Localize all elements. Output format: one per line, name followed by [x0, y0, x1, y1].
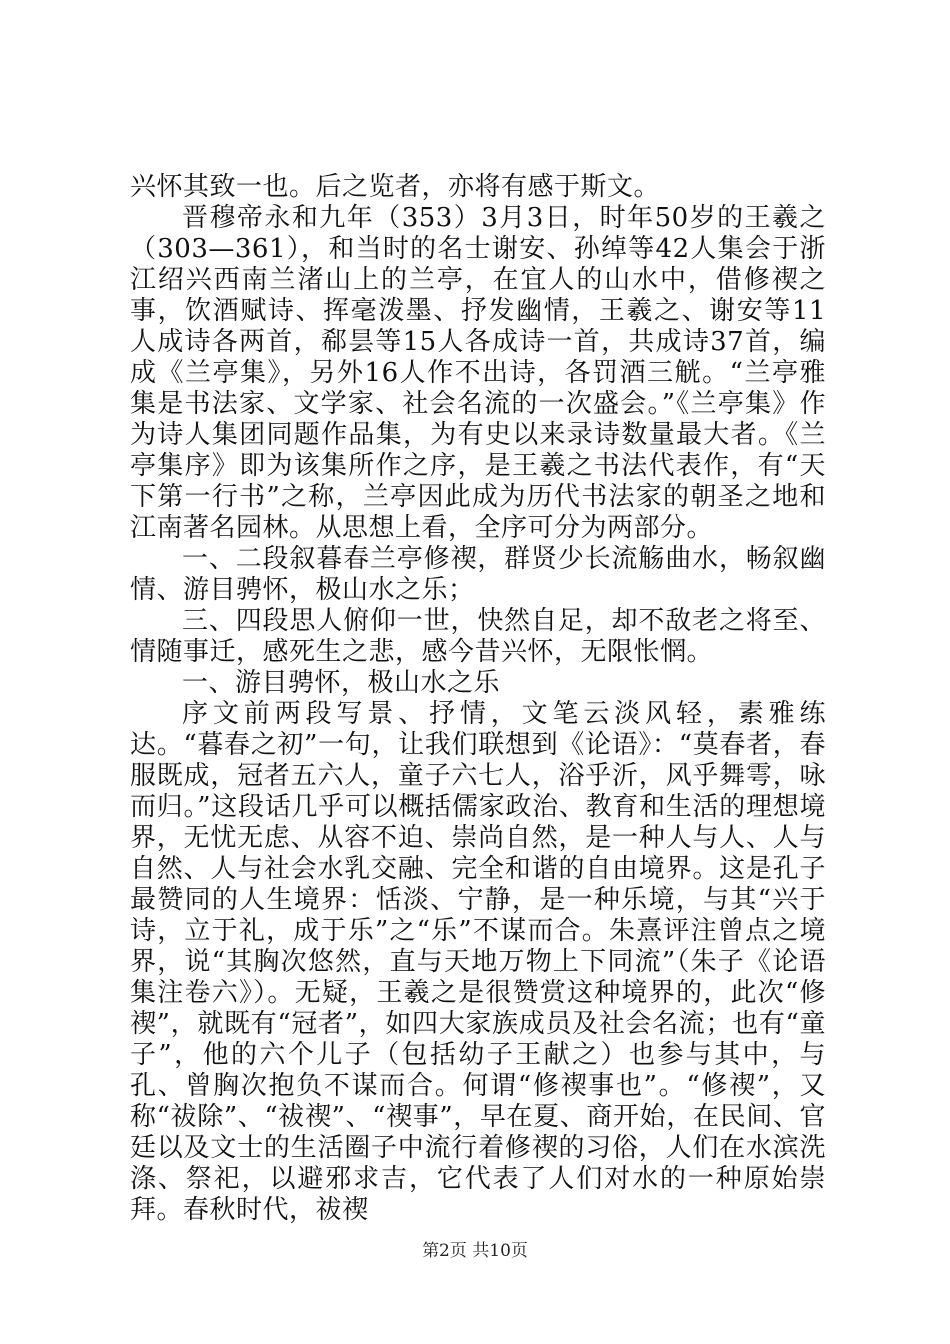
page-number-footer: 第2页 共10页: [422, 1241, 528, 1261]
paragraph-part-one-summary: 一、二段叙暮春兰亭修禊，群贤少长流觞曲水，畅叙幽情、游目骋怀，极山水之乐；: [130, 544, 826, 605]
section-heading: 一、游目骋怀，极山水之乐: [182, 668, 501, 698]
paragraph-part-two-summary: 三、四段思人俯仰一世，快然自足，却不敌老之将至、情随事迁，感死生之悲，感今昔兴怀，无限怅惘。: [130, 606, 826, 667]
paragraph-lanting-gathering: 晋穆帝永和九年（353）3月3日，时年50岁的王羲之（303—361），和当时的名士谢安、孙绰等42人集会于浙江绍兴西南兰渚山上的兰亭，在宜人的山水中，借修禊之事，饮酒赋诗、挥毫泼墨、抒发幽情，王羲之、谢安等11人成诗各两首，郗昙等15人各成诗一首，共成诗37首，编成《兰亭集》，另外16人作不出诗，各罚酒三觥。“兰亭雅集是书法家、文学家、社会名流的一次盛会。”《兰亭集》作为诗人集团同题作品集，为有史以来录诗数量最大者。《兰亭集序》即为该集所作之序，是王羲之书法代表作，有“天下第一行书”之称，兰亭因此成为历代书法家的朝圣之地和江南著名园林。从思想上看，全序可分为两部分。: [130, 203, 826, 543]
paragraph-continuation: 兴怀其致一也。后之览者，亦将有感于斯文。: [130, 172, 661, 202]
document-body: [130, 172, 826, 1226]
paragraph-analysis: 序文前两段写景、抒情，文笔云淡风轻，素雅练达。“暮春之初”一句，让我们联想到《论语》：“莫春者，春服既成，冠者五六人，童子六七人，浴乎沂，风乎舞雩，咏而归。”这段话几乎可以概括儒家政治、教育和生活的理想境界，无忧无虑、从容不迫、崇尚自然，是一种人与人、人与自然、人与社会水乳交融、完全和谐的自由境界。这是孔子最赞同的人生境界：恬淡、宁静，是一种乐境，与其“兴于诗，立于礼，成于乐”之“乐”不谋而合。朱熹评注曾点之境界，说“其胸次悠然，直与天地万物上下同流”（朱子《论语集注卷六》）。无疑，王羲之是很赞赏这种境界的，此次“修禊”，就既有“冠者”，如四大家族成员及社会名流；也有“童子”，他的六个儿子（包括幼子王献之）也参与其中，与孔、曾胸次抱负不谋而合。何谓“修禊事也”。“修禊”，又称“祓除”、“祓禊”、“禊事”，早在夏、商开始，在民间、官廷以及文士的生活圈子中流行着修禊的习俗，人们在水滨洗涤、祭祀，以避邪求吉，它代表了人们对水的一种原始崇拜。春秋时代，祓禊: [130, 699, 826, 1225]
